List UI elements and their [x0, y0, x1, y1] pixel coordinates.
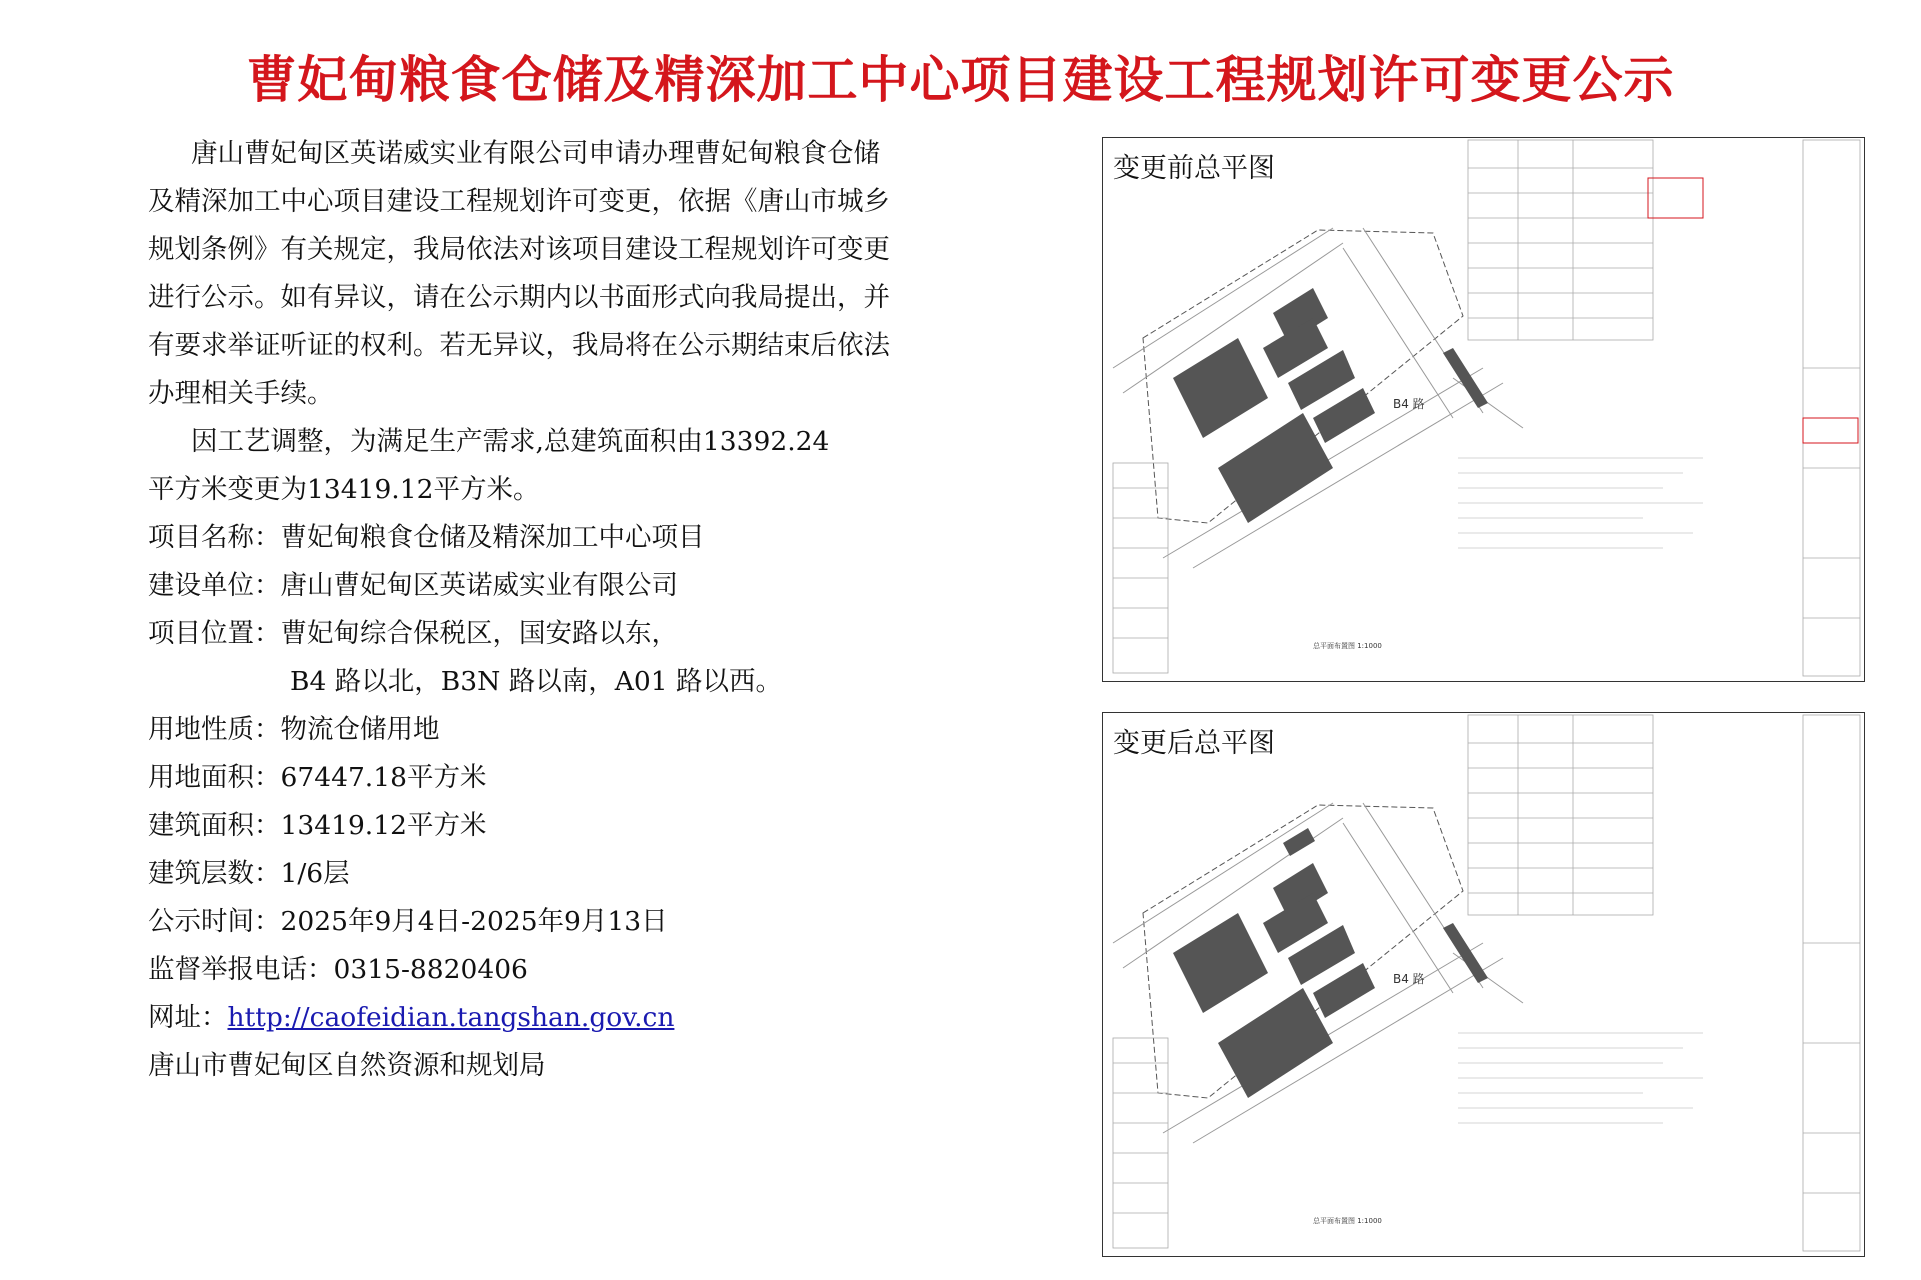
website-link[interactable]: http://caofeidian.tangshan.gov.cn [227, 1002, 675, 1033]
road-label: B4 路 [1393, 397, 1425, 411]
plan-before-drawing [1103, 138, 1864, 681]
building-area: 建筑面积：13419.12平方米 [148, 810, 487, 841]
authority: 唐山市曹妃甸区自然资源和规划局 [148, 1050, 546, 1081]
location-line: B4 路以北，B3N 路以南，A01 路以西。 [290, 666, 782, 697]
intro-line: 办理相关手续。 [148, 378, 334, 409]
plan-after-title: 变更后总平图 [1113, 728, 1275, 759]
website-label: 网址： [148, 1002, 228, 1033]
intro-line: 有要求举证听证的权利。若无异议，我局将在公示期结束后依法 [148, 330, 890, 361]
floors: 建筑层数：1/6层 [148, 858, 350, 889]
reason-line: 因工艺调整，为满足生产需求,总建筑面积由13392.24 [191, 426, 830, 457]
developer: 建设单位：唐山曹妃甸区英诺威实业有限公司 [148, 570, 678, 601]
intro-line: 规划条例》有关规定，我局依法对该项目建设工程规划许可变更 [148, 234, 890, 265]
road-label: B4 路 [1393, 972, 1425, 986]
website [148, 994, 948, 1042]
land-area: 用地面积：67447.18平方米 [148, 762, 487, 793]
plan-before [1102, 137, 1865, 682]
phone: 监督举报电话：0315-8820406 [148, 954, 528, 985]
scale-label: 总平面布置图 1:1000 [1313, 1217, 1382, 1225]
intro-line: 唐山曹妃甸区英诺威实业有限公司申请办理曹妃甸粮食仓储 [191, 138, 880, 169]
plan-before-title: 变更前总平图 [1113, 153, 1275, 184]
project-name: 项目名称：曹妃甸粮食仓储及精深加工中心项目 [148, 522, 705, 553]
scale-label: 总平面布置图 1:1000 [1313, 642, 1382, 650]
land-use: 用地性质：物流仓储用地 [148, 714, 440, 745]
notice-period: 公示时间：2025年9月4日-2025年9月13日 [148, 906, 668, 937]
plan-after [1102, 712, 1865, 1257]
notice-body [148, 130, 948, 1090]
intro-line: 进行公示。如有异议，请在公示期内以书面形式向我局提出，并 [148, 282, 890, 313]
reason-line: 平方米变更为13419.12平方米。 [148, 474, 540, 505]
page-title: 曹妃甸粮食仓储及精深加工中心项目建设工程规划许可变更公示 [246, 50, 1675, 109]
intro-line: 及精深加工中心项目建设工程规划许可变更，依据《唐山市城乡 [148, 186, 890, 217]
plan-after-drawing [1103, 713, 1864, 1256]
location-line: 项目位置：曹妃甸综合保税区，国安路以东， [148, 618, 678, 649]
